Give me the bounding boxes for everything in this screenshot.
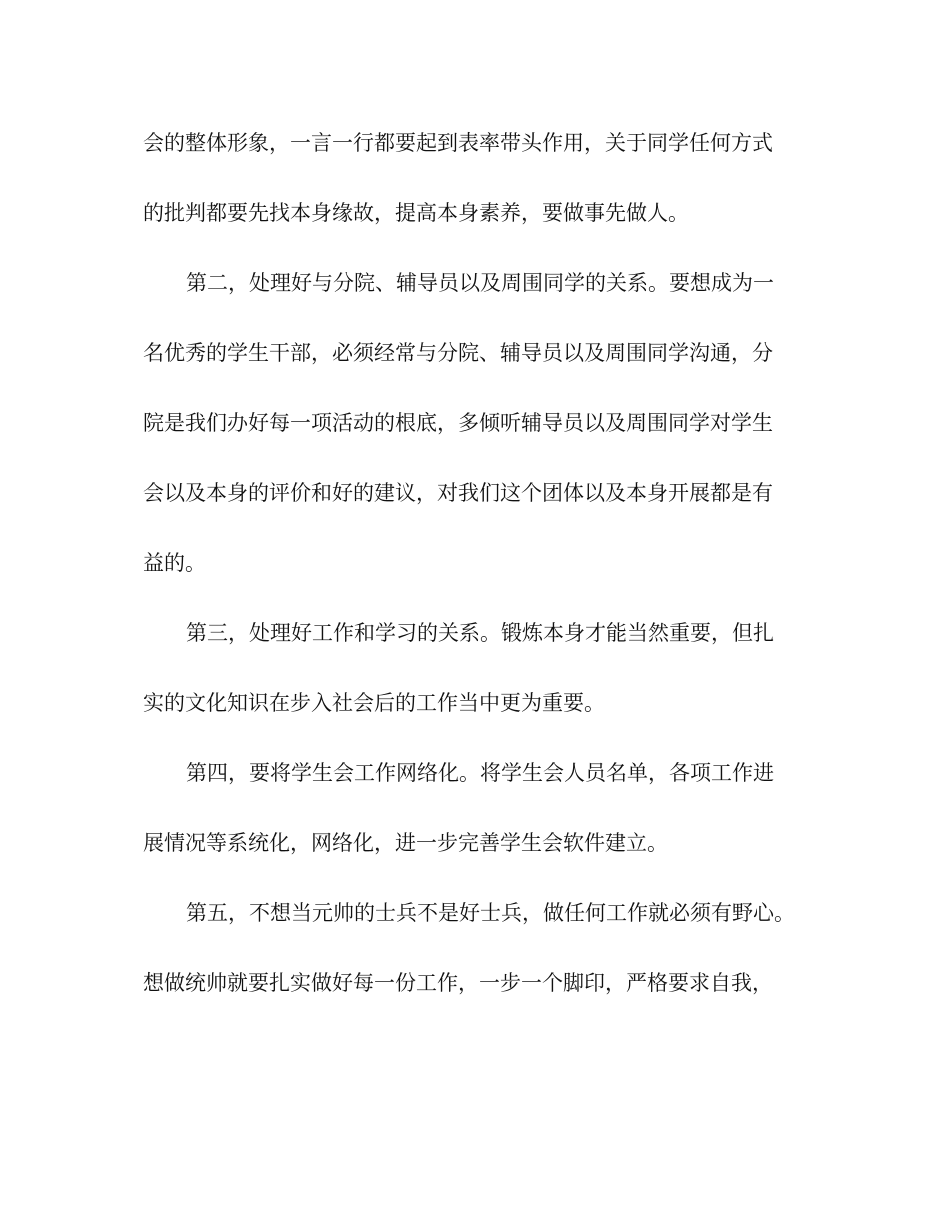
paragraph-2-line-1: 第二，处理好与分院、辅导员以及周围同学的关系。要想成为一 bbox=[186, 271, 774, 295]
paragraph-2-line-3: 院是我们办好每一项活动的根底，多倾听辅导员以及周围同学对学生 bbox=[143, 411, 773, 435]
paragraph-2-line-4: 会以及本身的评价和好的建议，对我们这个团体以及本身开展都是有 bbox=[143, 481, 773, 505]
paragraph-4-line-1: 第四，要将学生会工作网络化。将学生会人员名单，各项工作进 bbox=[186, 761, 774, 785]
paragraph-3-line-2: 实的文化知识在步入社会后的工作当中更为重要。 bbox=[143, 691, 605, 715]
paragraph-5-line-2: 想做统帅就要扎实做好每一份工作，一步一个脚印，严格要求自我， bbox=[143, 971, 773, 995]
paragraph-5-line-1: 第五，不想当元帅的士兵不是好士兵，做任何工作就必须有野心。 bbox=[186, 901, 795, 925]
paragraph-2-line-5: 益的。 bbox=[143, 551, 206, 575]
text-line-1: 会的整体形象，一言一行都要起到表率带头作用，关于同学任何方式 bbox=[143, 131, 773, 155]
paragraph-4-line-2: 展情况等系统化，网络化，进一步完善学生会软件建立。 bbox=[143, 831, 668, 855]
text-line-2: 的批判都要先找本身缘故，提高本身素养，要做事先做人。 bbox=[143, 201, 689, 225]
paragraph-3-line-1: 第三，处理好工作和学习的关系。锻炼本身才能当然重要，但扎 bbox=[186, 621, 774, 645]
paragraph-2-line-2: 名优秀的学生干部，必须经常与分院、辅导员以及周围同学沟通，分 bbox=[143, 341, 773, 365]
